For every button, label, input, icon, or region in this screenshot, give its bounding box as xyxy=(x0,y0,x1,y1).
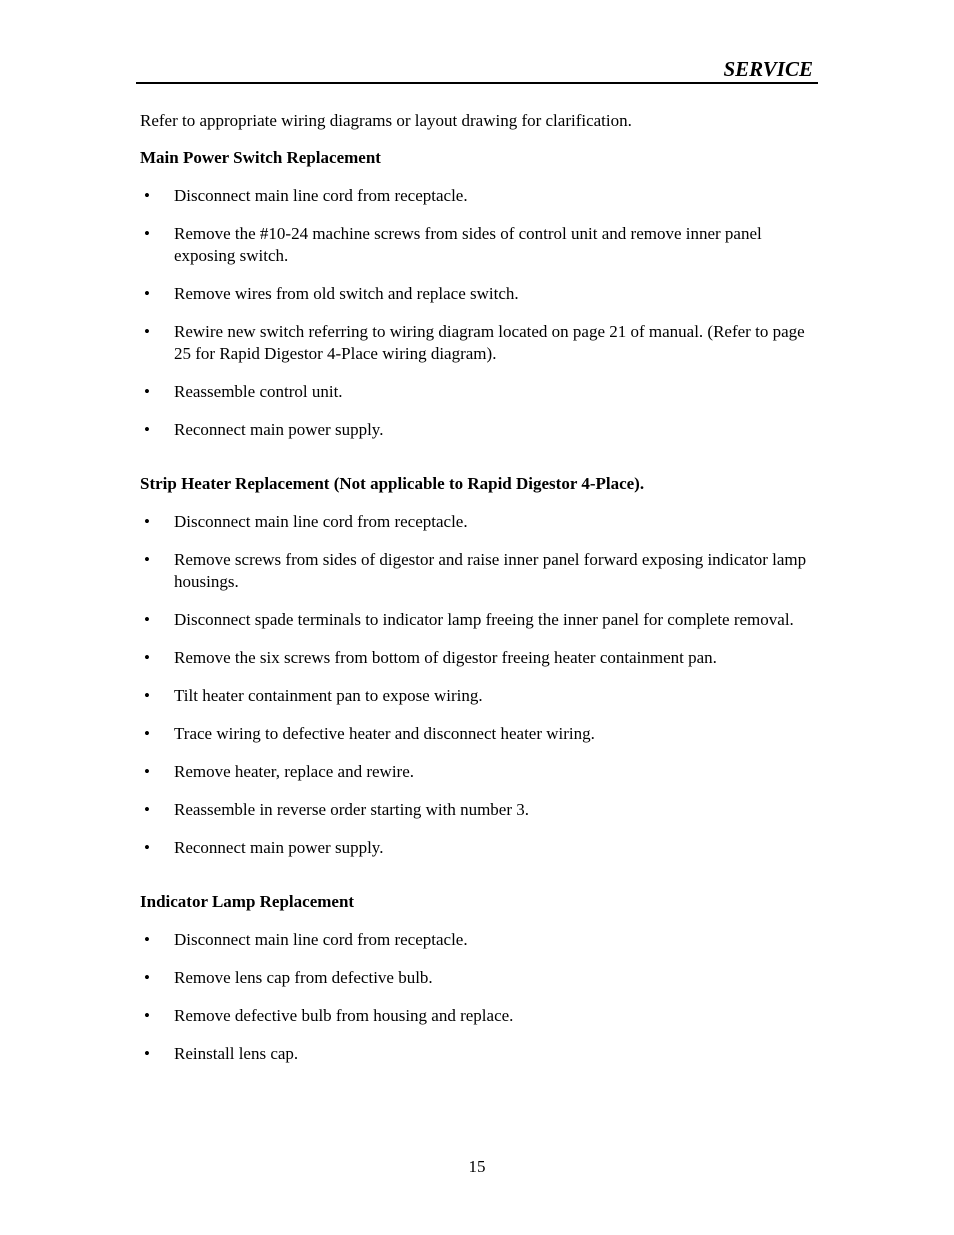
list-item xyxy=(140,223,820,267)
bullet-icon: • xyxy=(144,930,150,949)
bullet-icon: • xyxy=(144,762,150,781)
list-item-text: Tilt heater containment pan to expose wiring. xyxy=(174,686,483,705)
list-item-text: Rewire new switch referring to wiring diagram located on page 21 of manual. (Refer to page 25 for Rapid Digestor 4-Place wiring diagram). xyxy=(174,322,805,363)
bullet-icon: • xyxy=(144,1044,150,1063)
bullet-icon: • xyxy=(144,610,150,629)
list-item xyxy=(140,1005,820,1027)
list-item-text: Remove heater, replace and rewire. xyxy=(174,762,415,781)
section-indicator-lamp xyxy=(140,891,820,1065)
list-item-text: Remove lens cap from defective bulb. xyxy=(174,968,433,987)
list-item xyxy=(140,549,820,593)
list-item-text: Disconnect main line cord from receptacle. xyxy=(174,930,468,949)
section-heading: Main Power Switch Replacement xyxy=(140,148,381,167)
bullet-icon: • xyxy=(144,284,150,303)
bullet-icon: • xyxy=(144,382,150,401)
list-item-text: Reinstall lens cap. xyxy=(174,1044,299,1063)
list-item xyxy=(140,967,820,989)
bullet-icon: • xyxy=(144,686,150,705)
section-strip-heater xyxy=(140,473,820,859)
bullet-icon: • xyxy=(144,724,150,743)
list-item xyxy=(140,799,820,821)
list-item-text: Reassemble in reverse order starting with number 3. xyxy=(174,800,530,819)
list-item-text: Disconnect spade terminals to indicator lamp freeing the inner panel for complete removal. xyxy=(174,610,794,629)
bullet-list xyxy=(140,929,820,1065)
list-item xyxy=(140,283,820,305)
section-main-power-switch xyxy=(140,147,820,441)
document-body xyxy=(140,110,820,1081)
list-item-text: Reconnect main power supply. xyxy=(174,838,384,857)
list-item xyxy=(140,685,820,707)
list-item xyxy=(140,419,820,441)
bullet-icon: • xyxy=(144,186,150,205)
list-item xyxy=(140,723,820,745)
list-item-text: Remove screws from sides of digestor and raise inner panel forward exposing indicator lamp housings. xyxy=(174,550,807,591)
list-item xyxy=(140,837,820,859)
list-item-text: Remove the six screws from bottom of digestor freeing heater containment pan. xyxy=(174,648,717,667)
section-heading: Indicator Lamp Replacement xyxy=(140,892,355,911)
list-item-text: Reassemble control unit. xyxy=(174,382,343,401)
list-item-text: Remove the #10-24 machine screws from sides of control unit and remove inner panel exposing switch. xyxy=(174,224,762,265)
bullet-list xyxy=(140,511,820,859)
bullet-icon: • xyxy=(144,224,150,243)
header-divider xyxy=(136,82,818,84)
bullet-icon: • xyxy=(144,420,150,439)
list-item-text: Trace wiring to defective heater and disconnect heater wiring. xyxy=(174,724,595,743)
list-item xyxy=(140,761,820,783)
page-header-title: SERVICE xyxy=(723,57,813,81)
bullet-icon: • xyxy=(144,968,150,987)
bullet-icon: • xyxy=(144,512,150,531)
list-item xyxy=(140,609,820,631)
bullet-list xyxy=(140,185,820,441)
list-item-text: Reconnect main power supply. xyxy=(174,420,384,439)
bullet-icon: • xyxy=(144,838,150,857)
page-number: 15 xyxy=(468,1157,486,1176)
list-item-text: Disconnect main line cord from receptacle. xyxy=(174,512,468,531)
list-item-text: Disconnect main line cord from receptacle. xyxy=(174,186,468,205)
list-item-text: Remove wires from old switch and replace switch. xyxy=(174,284,519,303)
list-item xyxy=(140,185,820,207)
list-item xyxy=(140,321,820,365)
list-item xyxy=(140,1043,820,1065)
list-item xyxy=(140,381,820,403)
list-item xyxy=(140,647,820,669)
intro-paragraph: Refer to appropriate wiring diagrams or layout drawing for clarification. xyxy=(140,111,632,130)
section-heading: Strip Heater Replacement (Not applicable to Rapid Digestor 4-Place). xyxy=(140,474,645,493)
list-item xyxy=(140,511,820,533)
bullet-icon: • xyxy=(144,1006,150,1025)
bullet-icon: • xyxy=(144,322,150,341)
bullet-icon: • xyxy=(144,800,150,819)
bullet-icon: • xyxy=(144,550,150,569)
list-item-text: Remove defective bulb from housing and replace. xyxy=(174,1006,514,1025)
list-item xyxy=(140,929,820,951)
bullet-icon: • xyxy=(144,648,150,667)
